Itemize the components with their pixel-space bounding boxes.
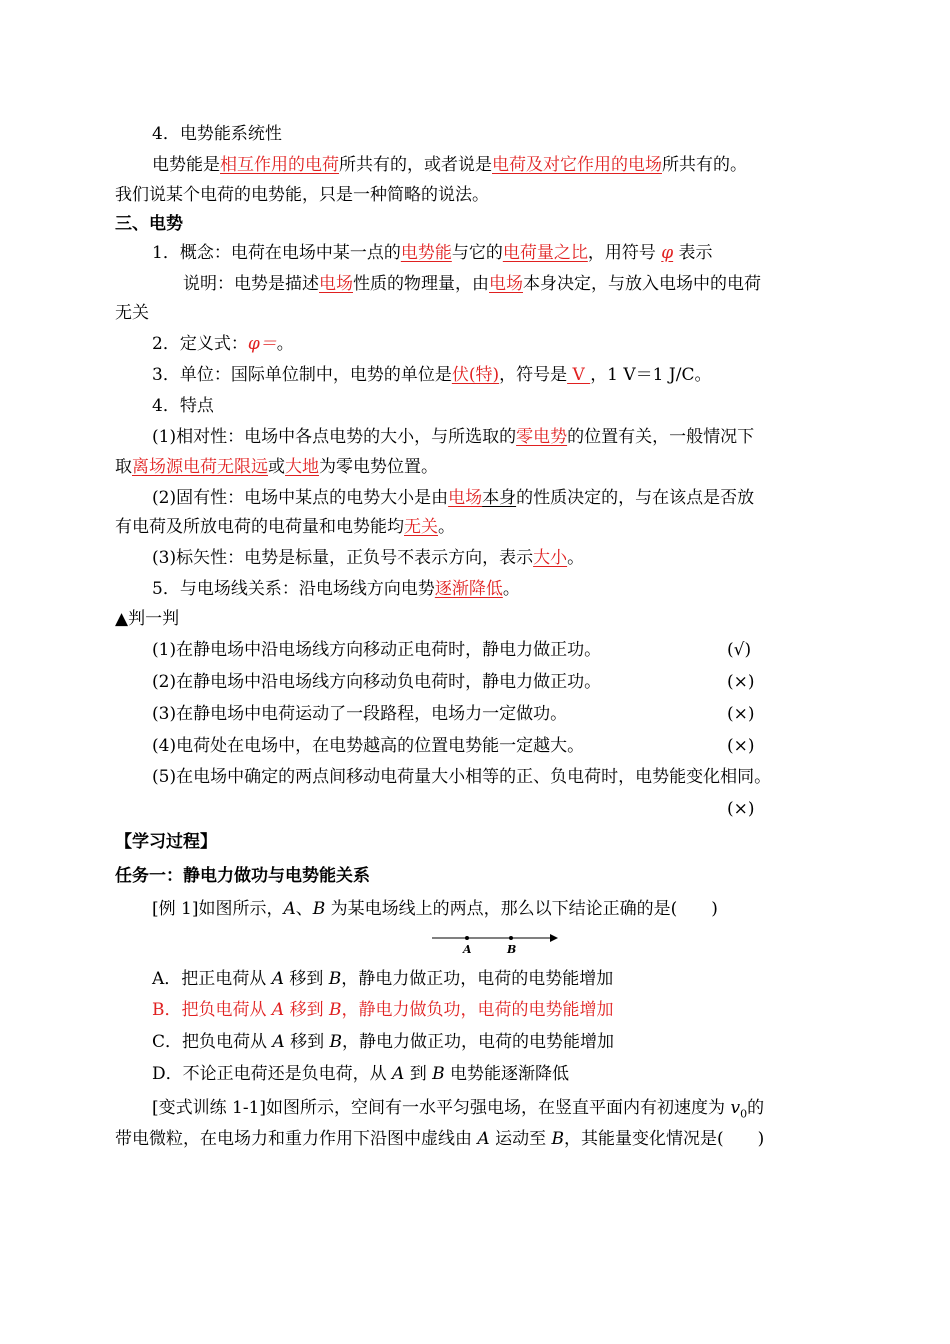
judge-item: (4)电荷处在电场中，在电势越高的位置电势能一定越大。 (×) — [152, 736, 755, 756]
variant-question: [变式训练 1-1]如图所示，空间有一水平匀强电场，在竖直平面内有初速度为 $v_0$的 — [152, 1098, 765, 1121]
option-a: A．把正电荷从 A 移到 B，静电力做正功，电荷的电势能增加 — [152, 969, 614, 989]
feature-relativity: (1)相对性：电场中各点电势的大小，与所选取的零电势的位置有关，一般情况下 — [152, 427, 755, 447]
concept-line: 1．概念：电荷在电场中某一点的电势能与它的电荷量之比，用符号 φ 表示 — [152, 243, 713, 263]
field-line-arrow — [432, 930, 560, 946]
variant-question-cont: 带电微粒，在电场力和重力作用下沿图中虚线由 A 运动至 B，其能量变化情况是( ) — [115, 1129, 765, 1149]
point-a — [465, 936, 469, 940]
unit-line: 3．单位：国际单位制中，电势的单位是伏(特)，符号是 V ，1 V＝1 J/C。 — [152, 365, 712, 385]
option-d: D．不论正电荷还是负电荷，从 A 到 B 电势能逐渐降低 — [152, 1064, 570, 1084]
field-line-diagram — [432, 930, 560, 958]
point-a-label: A — [463, 943, 472, 956]
option-c: C．把负电荷从 A 移到 B，静电力做正功，电荷的电势能增加 — [152, 1032, 615, 1052]
energy-paragraph: 电势能是相互作用的电荷所共有的，或者说是电荷及对它作用的电场所共有的。 — [152, 155, 747, 175]
energy-heading: 4．电势能系统性 — [152, 124, 282, 144]
definition-line: 2．定义式：φ＝。 — [152, 334, 294, 354]
features-heading: 4．特点 — [152, 396, 214, 416]
judge-item-mark: (×) — [727, 799, 755, 819]
point-b-label: B — [507, 943, 517, 956]
judge-item: (5)在电场中确定的两点间移动电荷量大小相等的正、负电荷时，电势能变化相同。 — [152, 767, 772, 787]
process-title: 【学习过程】 — [115, 832, 217, 852]
judge-item: (3)在静电场中电荷运动了一段路程，电场力一定做功。 (×) — [152, 704, 755, 724]
task-title: 任务一：静电力做功与电势能关系 — [115, 866, 370, 886]
point-b — [509, 936, 513, 940]
feature-scalar: (3)标矢性：电势是标量，正负号不表示方向，表示大小。 — [152, 548, 585, 568]
feature-inherent-cont: 有电荷及所放电荷的电荷量和电势能均无关。 — [115, 517, 455, 537]
feature-relativity-cont: 取离场源电荷无限远或大地为零电势位置。 — [115, 457, 438, 477]
example-question: [例 1]如图所示，A、B 为某电场线上的两点，那么以下结论正确的是( ) — [152, 899, 718, 919]
note-line-cont: 无关 — [115, 303, 149, 323]
feature-inherent: (2)固有性：电场中某点的电势大小是由电场本身的性质决定的，与在该点是否放 — [152, 488, 755, 508]
energy-paragraph-cont: 我们说某个电荷的电势能，只是一种简略的说法。 — [115, 185, 489, 205]
field-line-relation: 5．与电场线关系：沿电场线方向电势逐渐降低。 — [152, 579, 520, 599]
judge-title: ▲判一判 — [115, 609, 180, 629]
judge-item: (2)在静电场中沿电场线方向移动负电荷时，静电力做正功。 (×) — [152, 672, 755, 692]
judge-item: (1)在静电场中沿电场线方向移动正电荷时，静电力做正功。 (√) — [152, 640, 752, 660]
section-title: 三、电势 — [115, 214, 183, 234]
option-b: B．把负电荷从 A 移到 B，静电力做负功，电荷的电势能增加 — [152, 1000, 614, 1020]
note-line: 说明：电势是描述电场性质的物理量，由电场本身决定，与放入电场中的电荷 — [183, 274, 761, 294]
